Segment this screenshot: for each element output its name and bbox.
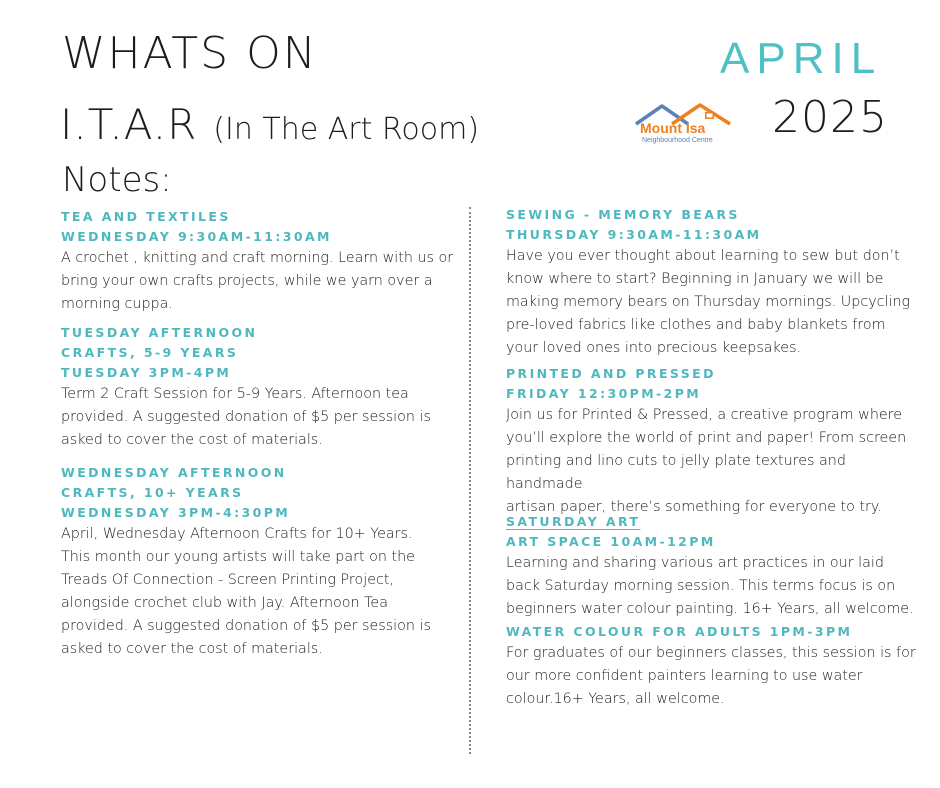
event-sewing-memory-bears [506, 205, 916, 360]
event-age-group: CRAFTS, 10+ YEARS [61, 485, 244, 500]
event-description: A crochet , knitting and craft morning. Learn with us or bring your own crafts projects, while we yarn over a morning cuppa. [61, 250, 454, 312]
event-heading: PRINTED AND PRESSED [506, 366, 716, 381]
notes-label: Notes: [62, 160, 172, 200]
year-label: 2025 [772, 92, 888, 143]
event-wednesday-crafts [61, 463, 456, 661]
itar-acronym: I.T.A.R [60, 100, 198, 149]
page-subtitle [60, 100, 479, 149]
event-printed-and-pressed [506, 364, 916, 519]
column-divider [469, 207, 471, 754]
itar-expansion: (In The Art Room) [213, 112, 480, 147]
event-saturday-art [506, 512, 916, 621]
event-time: TUESDAY 3PM-4PM [61, 365, 232, 380]
event-age-group: CRAFTS, 5-9 YEARS [61, 345, 239, 360]
event-heading: WEDNESDAY AFTERNOON [61, 465, 287, 480]
page-title: WHATS ON [62, 28, 318, 79]
event-heading: SEWING - MEMORY BEARS [506, 207, 740, 222]
event-description: Term 2 Craft Session for 5-9 Years. Afternoon tea provided. A suggested donation of $5 per session is asked to cover the cost of materials. [61, 386, 431, 448]
event-time: WEDNESDAY 9:30AM-11:30AM [61, 229, 332, 244]
event-description: April, Wednesday Afternoon Crafts for 10+ Years. This month our young artists will take part on the Treads Of Connection - Screen Printing Project, alongside crochet club with Jay. Afternoon Tea provided. A suggested donation of $5 per session is asked to cover the cost of materials. [61, 526, 431, 657]
event-time: ART SPACE 10AM-12PM [506, 534, 716, 549]
logo-name: Mount Isa [640, 120, 706, 136]
event-description: For graduates of our beginners classes, this session is for our more confident painters learning to use water colour.16+ Years, all welcome. [506, 645, 916, 707]
event-heading: TUESDAY AFTERNOON [61, 325, 258, 340]
logo-tagline: Neighbourhood Centre [642, 137, 713, 144]
event-time: FRIDAY 12:30PM-2PM [506, 386, 702, 401]
event-time: WEDNESDAY 3PM-4:30PM [61, 505, 291, 520]
event-description: Learning and sharing various art practices in our laid back Saturday morning session. This terms focus is on beginners water colour painting. 16+ Years, all welcome. [506, 555, 914, 617]
event-description: Have you ever thought about learning to sew but don’t know where to start? Beginning in January we will be making memory bears on Thursday mornings. Upcycling pre-loved fabrics like clothes and baby blankets from your loved ones into precious keepsakes. [506, 248, 911, 356]
event-tea-and-textiles [61, 207, 456, 316]
event-water-colour-adults [506, 622, 916, 711]
mount-isa-logo [632, 102, 744, 150]
event-description: Join us for Printed & Pressed, a creative program where you’ll explore the world of print and paper! From screen printing and lino cuts to jelly plate textures and handmade artisan paper, there’s something for everyone to try. [506, 407, 907, 515]
event-heading: WATER COLOUR FOR ADULTS 1PM-3PM [506, 624, 853, 639]
event-time: THURSDAY 9:30AM-11:30AM [506, 227, 762, 242]
month-label: APRIL [720, 34, 883, 83]
event-tuesday-crafts [61, 323, 456, 452]
event-heading: TEA AND TEXTILES [61, 209, 231, 224]
event-heading: SATURDAY ART [506, 514, 641, 529]
